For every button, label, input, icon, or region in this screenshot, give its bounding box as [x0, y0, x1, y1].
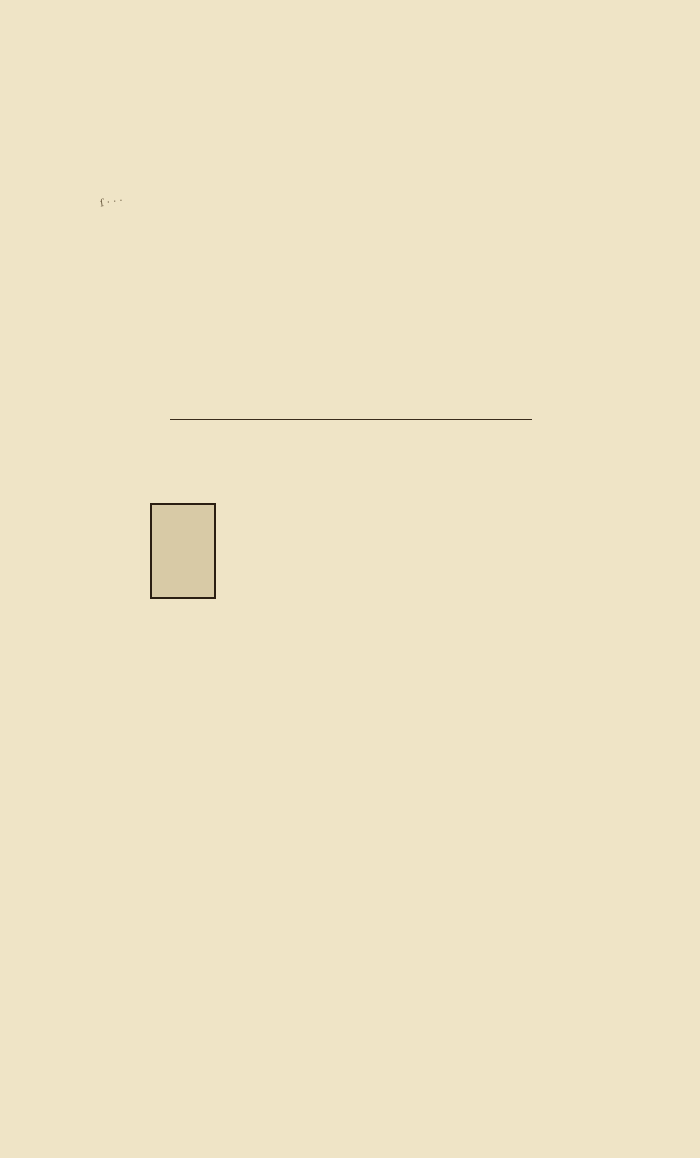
margin-annotation-mark: ſ · · · — [99, 195, 124, 210]
decorated-initial — [150, 503, 216, 599]
section-divider-rule — [170, 419, 532, 420]
